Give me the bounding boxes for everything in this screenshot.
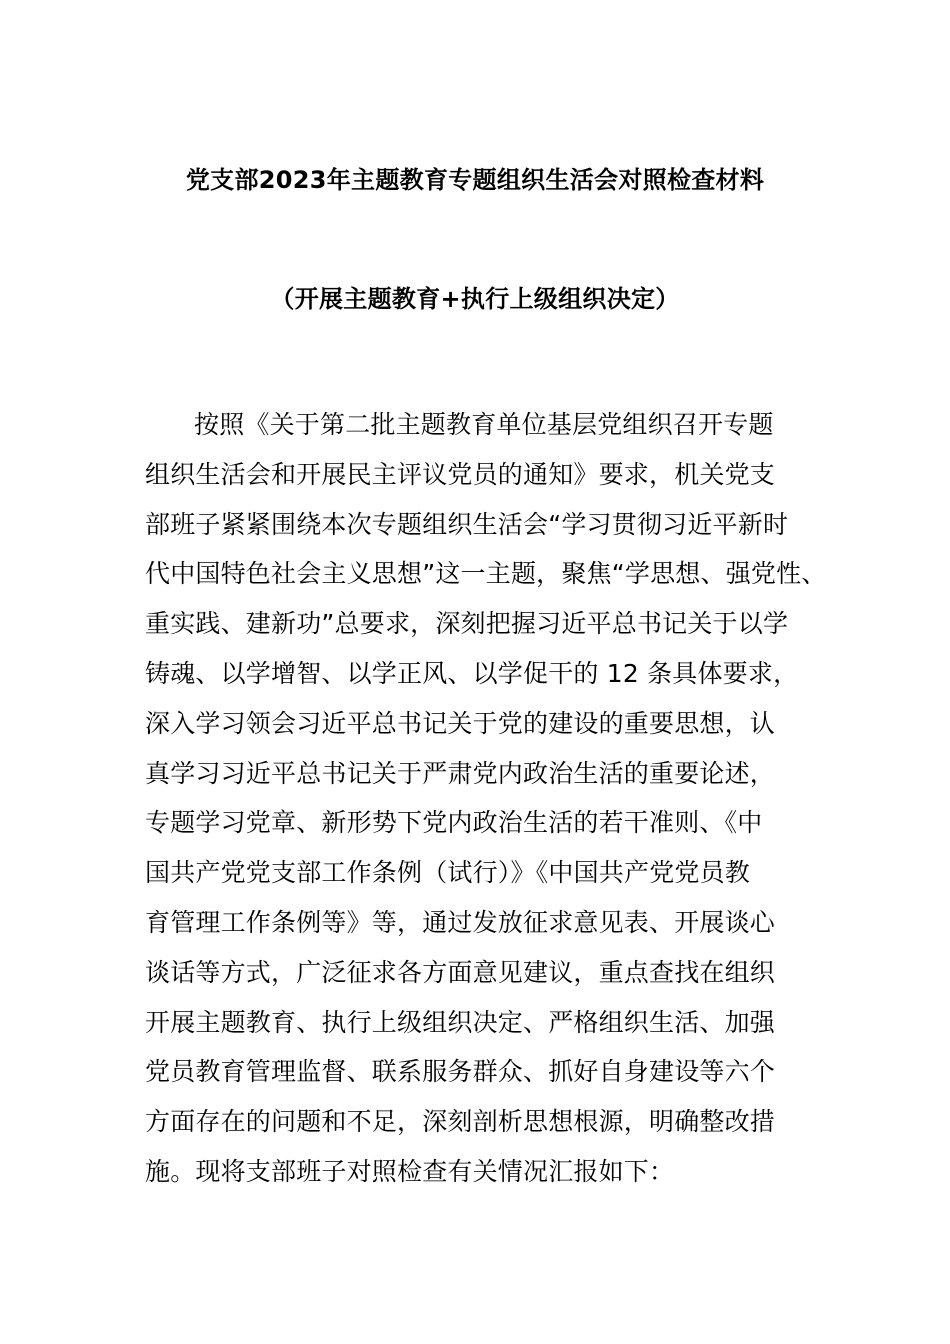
paragraph-line: 施。现将支部班子对照检查有关情况汇报如下：: [145, 1156, 675, 1186]
paragraph-line: 代中国特色社会主义思想”这一主题，聚焦“学思想、强党性、: [145, 559, 827, 589]
paragraph-line: 深入学习领会习近平总书记关于党的建设的重要思想，认: [145, 708, 776, 738]
paragraph-line: 国共产党党支部工作条例（试行）》《中国共产党党员教: [145, 858, 751, 888]
paragraph-line: 重实践、建新功”总要求，深刻把握习近平总书记关于以学: [145, 609, 789, 639]
paragraph-line: 组织生活会和开展民主评议党员的通知》要求，机关党支: [145, 459, 776, 489]
paragraph-line: 党员教育管理监督、联系服务群众、抓好自身建设等六个: [145, 1057, 776, 1087]
intro-paragraph: [145, 400, 835, 1197]
paragraph-line: 按照《关于第二批主题教育单位基层党组织召开专题: [194, 410, 774, 439]
paragraph-line: 育管理工作条例等》等，通过发放征求意见表、开展谈心: [145, 907, 776, 937]
paragraph-line: 真学习习近平总书记关于严肃党内政治生活的重要论述，: [145, 758, 776, 788]
document-title: 党支部2023年主题教育专题组织生活会对照检查材料: [185, 166, 765, 194]
document-subtitle: （开展主题教育+执行上级组织决定）: [270, 285, 680, 313]
paragraph-line: 部班子紧紧围绕本次专题组织生活会“学习贯彻习近平新时: [145, 509, 789, 539]
paragraph-line: 专题学习党章、新形势下党内政治生活的若干准则、《中: [145, 808, 763, 838]
paragraph-line: 谈话等方式，广泛征求各方面意见建议，重点查找在组织: [145, 957, 776, 987]
paragraph-line: 开展主题教育、执行上级组织决定、严格组织生活、加强: [145, 1007, 776, 1037]
paragraph-line: 铸魂、以学增智、以学正风、以学促干的 12 条具体要求，: [145, 658, 799, 688]
paragraph-line: 方面存在的问题和不足，深刻剖析思想根源，明确整改措: [145, 1107, 776, 1137]
